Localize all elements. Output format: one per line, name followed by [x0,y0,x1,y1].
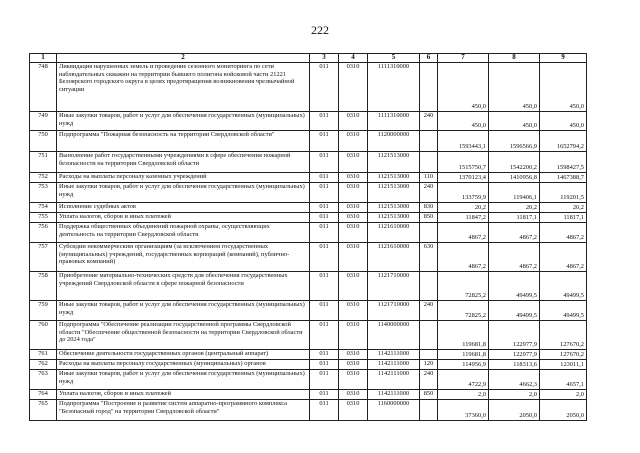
table-cell: 011 [310,63,339,112]
table-cell: 850 [420,213,438,223]
table-cell [420,350,438,360]
table-cell: 1120000000 [368,131,420,152]
table-cell: 72825,2 [438,301,489,321]
table-cell: 760 [30,321,57,350]
header-row [30,54,587,63]
table-cell: 0310 [339,152,368,173]
table-cell: 1142111000 [368,350,420,360]
table-cell: Иные закупки товаров, работ и услуг для обеспечения государственных (муниципальных) нужд [57,370,310,390]
table-cell: Иные закупки товаров, работ и услуг для обеспечения государственных (муниципальных) нужд [57,112,310,131]
table-cell: 1142111000 [368,390,420,400]
table-row [30,112,587,131]
table-cell: 2,0 [540,390,587,400]
table-cell: 757 [30,243,57,272]
table-cell: 119681,8 [438,350,489,360]
table-row [30,400,587,421]
table-cell: 11817,1 [489,213,540,223]
table-cell: 1140000000 [368,321,420,350]
table-cell: 0310 [339,223,368,243]
table-cell: 127670,2 [540,350,587,360]
table-cell: Подпрограмма "Обеспечение реализации государственной программы Свердловской области "Обеспечение общественной безопасности на территории Свердловской области до 2024 года" [57,321,310,350]
table-cell: 2050,0 [489,400,540,421]
table-cell: 1121610000 [368,223,420,243]
table-cell: 011 [310,183,339,203]
table-row [30,213,587,223]
table-cell: 240 [420,370,438,390]
table-cell: 1467388,7 [540,173,587,183]
table-cell: 133759,9 [438,183,489,203]
table-cell: 450,0 [489,112,540,131]
table-cell: Уплата налогов, сборов и иных платежей [57,390,310,400]
table-cell: Подпрограмма "Пожарная безопасность на территории Свердловской области" [57,131,310,152]
table-cell: 49499,5 [489,301,540,321]
table-cell: 114956,9 [438,360,489,370]
table-cell: Иные закупки товаров, работ и услуг для обеспечения государственных (муниципальных) нужд [57,301,310,321]
table-cell: 4867,2 [438,223,489,243]
table-cell: 122977,9 [489,321,540,350]
table-cell [420,152,438,173]
table-cell: 72825,2 [438,272,489,301]
table-cell: 0310 [339,272,368,301]
page-number: 222 [311,23,329,37]
table-cell: 450,0 [540,112,587,131]
table-row [30,152,587,173]
table-cell: 2,0 [489,390,540,400]
table-cell: 1121513000 [368,183,420,203]
table-cell: 0310 [339,213,368,223]
table-cell: 0310 [339,63,368,112]
table-cell: 37360,0 [438,400,489,421]
table-row [30,131,587,152]
column-header: 9 [540,54,587,63]
table-cell: Уплата налогов, сборов и иных платежей [57,213,310,223]
table-cell: 11847,2 [438,213,489,223]
table-cell: 011 [310,223,339,243]
table-cell: 123011,1 [540,360,587,370]
table-cell: 1160000000 [368,400,420,421]
table-row [30,390,587,400]
column-header: 5 [368,54,420,63]
table-cell: 20,2 [489,203,540,213]
table-cell: 0310 [339,203,368,213]
table-cell: 754 [30,203,57,213]
table-cell: 011 [310,301,339,321]
table-cell: 240 [420,183,438,203]
table-cell: 0310 [339,321,368,350]
table-cell: 011 [310,243,339,272]
table-cell: 011 [310,321,339,350]
table-cell: 1142111000 [368,360,420,370]
column-header: 3 [310,54,339,63]
table-cell: Расходы на выплаты персоналу казенных учреждений [57,173,310,183]
table-cell: 4867,2 [438,243,489,272]
table-cell: 765 [30,400,57,421]
table-cell: 761 [30,350,57,360]
table-cell: 011 [310,112,339,131]
table-cell: 850 [420,390,438,400]
table-cell: 1598427,5 [540,152,587,173]
table-cell: 119681,8 [438,321,489,350]
table-cell: 011 [310,360,339,370]
table-cell: 1370123,4 [438,173,489,183]
table-cell: 0310 [339,173,368,183]
table-cell: Ликвидация нарушенных земель и проведение сезонного мониторинга по сети наблюдательных скважин на территории бывшего полигона войсковой части 21221 Белоярского городского округа в целях предотвращения возникновения чрезвычайной ситуации [57,63,310,112]
table-cell: 11817,1 [540,213,587,223]
table-cell: 240 [420,301,438,321]
table-cell: 2,0 [438,390,489,400]
table-cell: 127670,2 [540,321,587,350]
table-cell: 755 [30,213,57,223]
table-cell: 1121513000 [368,203,420,213]
table-cell [420,131,438,152]
table-cell: 1142111000 [368,370,420,390]
table-cell: 1121513000 [368,152,420,173]
table-cell: 1515750,7 [438,152,489,173]
column-header: 2 [57,54,310,63]
table-cell: 450,0 [540,63,587,112]
table-cell: 011 [310,213,339,223]
table-cell: 4722,9 [438,370,489,390]
table-cell: 118313,6 [489,360,540,370]
table-cell: 011 [310,272,339,301]
table-cell: 1121513000 [368,173,420,183]
table-cell: 0310 [339,243,368,272]
table-cell: 122977,9 [489,350,540,360]
table-cell: 2050,0 [540,400,587,421]
table-cell: 110 [420,173,438,183]
table-cell: 20,2 [438,203,489,213]
table-cell: 4657,1 [540,370,587,390]
table-cell: Подпрограмма "Построение и развитие систем аппаратно-программного комплекса "Безопасный город" на территории Свердловской области" [57,400,310,421]
table-cell: 1542200,2 [489,152,540,173]
table-row [30,350,587,360]
table-row [30,63,587,112]
table-cell: Поддержка общественных объединений пожарной охраны, осуществляющих деятельность на территории Свердловской области [57,223,310,243]
table-cell: 752 [30,173,57,183]
table-row [30,370,587,390]
table-cell: 0310 [339,131,368,152]
table-cell: 4867,2 [489,243,540,272]
table-cell: 011 [310,152,339,173]
table-cell: 4662,3 [489,370,540,390]
table-cell: 750 [30,131,57,152]
table-row [30,360,587,370]
table-cell: 0310 [339,400,368,421]
table-cell: 450,0 [438,63,489,112]
table-cell: 830 [420,203,438,213]
table-cell: 4867,2 [489,223,540,243]
table-cell: 49499,5 [540,301,587,321]
table-cell: 240 [420,112,438,131]
table-cell: 49499,5 [489,272,540,301]
table-row [30,203,587,213]
table-cell: 0310 [339,390,368,400]
table-cell: 4867,2 [540,243,587,272]
table-cell: 1652794,2 [540,131,587,152]
table-cell: 630 [420,243,438,272]
table-cell: 0310 [339,112,368,131]
column-header: 6 [420,54,438,63]
table-row [30,243,587,272]
table-cell: 0310 [339,183,368,203]
table-cell [420,223,438,243]
table-cell: 1410956,8 [489,173,540,183]
table-cell: Выполнение работ государственными учреждениями в сфере обеспечения пожарной безопасности на территории Свердловской области [57,152,310,173]
table-cell: 1121610000 [368,243,420,272]
table-cell: 0310 [339,350,368,360]
table-cell [420,321,438,350]
table-cell: Исполнение судебных актов [57,203,310,213]
table-cell: Обеспечение деятельности государственных органов (центральный аппарат) [57,350,310,360]
table-cell: 011 [310,203,339,213]
table-cell: 1121710000 [368,301,420,321]
table-cell: Субсидии некоммерческим организациям (за исключением государственных (муниципальных) учреждений, государственных корпораций (компаний), публично-правовых компаний) [57,243,310,272]
table-cell: 011 [310,370,339,390]
column-header: 4 [339,54,368,63]
table-cell: 749 [30,112,57,131]
column-header: 1 [30,54,57,63]
table-body [30,63,587,421]
table-row [30,223,587,243]
table-cell: 011 [310,173,339,183]
table-cell: 1111310000 [368,112,420,131]
table-cell: 011 [310,400,339,421]
table-cell: 450,0 [489,63,540,112]
table-cell: 011 [310,390,339,400]
table-cell: 1593443,1 [438,131,489,152]
table-row [30,183,587,203]
table-cell: 1111310000 [368,63,420,112]
table-row [30,173,587,183]
table-cell: 1596566,9 [489,131,540,152]
table-cell: 753 [30,183,57,203]
table-cell [420,63,438,112]
table-cell: 49499,5 [540,272,587,301]
table-cell: 748 [30,63,57,112]
table-cell: 011 [310,131,339,152]
table-cell: Расходы на выплаты персоналу государственных (муниципальных) органов [57,360,310,370]
table-cell: 120 [420,360,438,370]
table-cell: 0310 [339,370,368,390]
table-cell: 0310 [339,301,368,321]
table-cell: 1121513000 [368,213,420,223]
table-row [30,301,587,321]
table-cell: 756 [30,223,57,243]
table-cell: 751 [30,152,57,173]
table-cell: 762 [30,360,57,370]
table-cell: 758 [30,272,57,301]
table-cell: 759 [30,301,57,321]
table-cell: 763 [30,370,57,390]
table-cell: 119201,5 [540,183,587,203]
budget-table [29,53,587,421]
table-row [30,272,587,301]
table-cell [420,272,438,301]
table-cell: 0310 [339,360,368,370]
table-cell: 119406,1 [489,183,540,203]
table-cell: 764 [30,390,57,400]
table-cell: 4867,2 [540,223,587,243]
table-cell: 20,2 [540,203,587,213]
table-cell [420,400,438,421]
table-cell: 1121710000 [368,272,420,301]
table-cell: Иные закупки товаров, работ и услуг для обеспечения государственных (муниципальных) нужд [57,183,310,203]
column-header: 8 [489,54,540,63]
table-cell: 011 [310,350,339,360]
table-cell: Приобретение материально-технических средств для обеспечения государственных учреждений Свердловской области в сфере пожарной безопасности [57,272,310,301]
table-cell: 450,0 [438,112,489,131]
column-header: 7 [438,54,489,63]
table-row [30,321,587,350]
